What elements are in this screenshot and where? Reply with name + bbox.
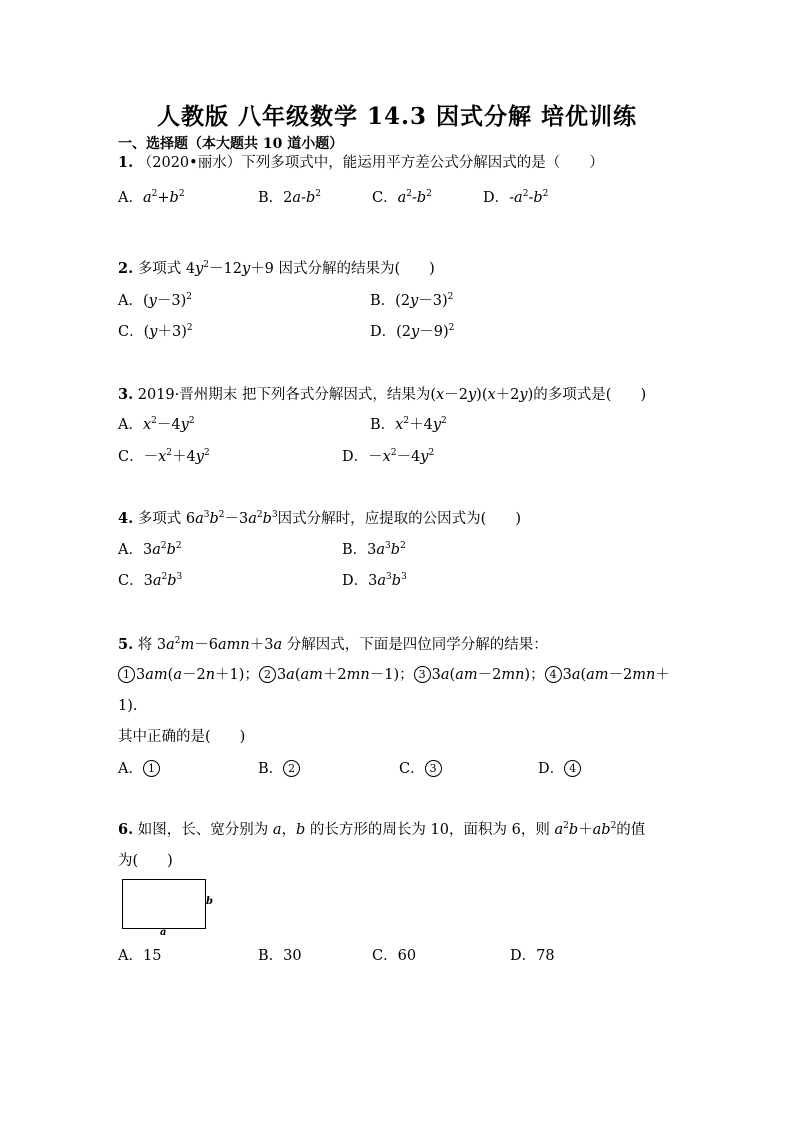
option-letter: D．: [342, 449, 369, 465]
question-text: －12: [209, 261, 242, 277]
question-6-stem: 6. 如图，长、宽分别为 a，b 的长方形的周长为 10，面积为 6，则 $a^2b+ab^2$的值: [118, 821, 646, 838]
q2-option-a[interactable]: A．$(y-3)^2$: [118, 292, 192, 309]
question-text: 多项式 4: [137, 261, 196, 277]
circled-number: 3: [414, 666, 431, 683]
q2-option-c[interactable]: C．$(y+3)^2$: [118, 323, 193, 340]
option-letter: C．: [399, 761, 425, 777]
q1-option-b[interactable]: B．$2a-b^2$: [258, 189, 321, 206]
q5-option-b[interactable]: [258, 760, 301, 778]
q2-option-d[interactable]: D．$(2y-9)^2$: [370, 323, 455, 340]
question-number: 1.: [118, 154, 134, 171]
q6-option-d[interactable]: D．78: [510, 948, 555, 964]
q3-option-c[interactable]: C．$-x^2+4y^2$: [118, 448, 210, 465]
q5-question: 其中正确的是( ): [118, 729, 246, 745]
q6-stem-wrap: 为( ): [118, 853, 173, 869]
question-text: 2019·晋州期末 把下列各式分解因式，结果为(: [137, 387, 437, 403]
question-text: 多项式 6: [137, 511, 196, 527]
q5-option-d[interactable]: [538, 760, 582, 778]
option-letter: C．: [118, 449, 144, 465]
q4-option-d[interactable]: D．$3a^3b^3$: [342, 572, 407, 589]
question-5-stem: 5. 将 $3a^2m-6amn+3a$ 分解因式，下面是四位同学分解的结果：: [118, 636, 548, 653]
circled-number: 1: [143, 760, 160, 777]
question-text: 的多项式是( ): [533, 387, 647, 403]
q4-option-a[interactable]: A．$3a^2b^2$: [118, 541, 182, 558]
question-text: 将 3: [137, 637, 167, 653]
option-letter: B．: [370, 417, 396, 433]
option-letter: C．: [118, 324, 144, 340]
option-letter: B．: [370, 293, 396, 309]
q2-option-b[interactable]: B．$(2y-3)^2$: [370, 292, 454, 309]
q5-answers-wrap: 1).: [118, 698, 138, 714]
q6-option-a[interactable]: A．15: [118, 948, 162, 964]
option-letter: B．: [258, 761, 284, 777]
question-text: 的长方形的周长为 10，面积为 6，则: [309, 822, 550, 838]
question-text: 因式分解时，应提取的公因式为( ): [277, 511, 521, 527]
question-2-stem: 2. 多项式 $4y^2-12y+9$ 因式分解的结果为( ): [118, 260, 435, 277]
question-text: 如图，长、宽分别为: [137, 822, 269, 838]
page-title: 人教版 八年级数学 14.3 因式分解 培优训练: [156, 103, 638, 130]
question-number: 5.: [118, 636, 134, 653]
question-3-stem: 3. 2019·晋州期末 把下列各式分解因式，结果为(x－2y)(x＋2y)的多项式是( ): [118, 386, 647, 403]
q3-option-d[interactable]: D．$-x^2-4y^2$: [342, 448, 435, 465]
option-letter: A．: [118, 417, 143, 433]
question-text: （2020•丽水）下列多项式中，能运用平方差公式分解因式的是（ ）: [137, 155, 604, 171]
option-letter: D．: [370, 324, 397, 340]
option-letter: C．: [118, 573, 144, 589]
question-text: 分解因式，下面是四位同学分解的结果：: [286, 637, 548, 653]
q5-option-c[interactable]: [399, 760, 443, 778]
option-letter: C．: [372, 190, 398, 206]
option-letter: D．: [483, 190, 510, 206]
question-number: 3.: [118, 386, 134, 403]
question-number: 2.: [118, 260, 134, 277]
q5-option-a[interactable]: [118, 760, 161, 778]
option-letter: A．: [118, 761, 143, 777]
option-letter: D．: [342, 573, 369, 589]
q3-option-a[interactable]: A．$x^2-4y^2$: [118, 416, 195, 433]
q4-option-c[interactable]: C．$3a^2b^3$: [118, 572, 183, 589]
q4-option-b[interactable]: B．$3a^3b^2$: [342, 541, 406, 558]
q1-option-c[interactable]: C．$a^2-b^2$: [372, 189, 432, 206]
figure-label-a: a: [160, 927, 167, 938]
figure-label-b: b: [206, 896, 213, 907]
circled-number: 2: [259, 666, 276, 683]
rectangle-figure: [122, 879, 206, 929]
circled-number: 4: [564, 760, 581, 777]
question-number: 4.: [118, 510, 134, 527]
question-number: 6.: [118, 821, 134, 838]
q6-option-b[interactable]: B．30: [258, 948, 302, 964]
option-letter: A．: [118, 190, 143, 206]
circled-number: 1: [118, 666, 135, 683]
question-4-stem: 4. 多项式 $6a^3b^2-3a^2b^3$因式分解时，应提取的公因式为( ): [118, 510, 521, 527]
question-1-stem: [118, 154, 604, 172]
option-letter: B．: [342, 542, 368, 558]
question-text: ＋9 因式分解的结果为( ): [250, 261, 435, 277]
circled-number: 3: [425, 760, 442, 777]
q5-answers-line: 1 3am(a－2n＋1)； 2 3a(am＋2mn－1)； 3 3a(am－2mn)； 4 3a(am－2mn＋: [118, 666, 670, 684]
option-letter: A．: [118, 293, 143, 309]
q3-option-b[interactable]: B．$x^2+4y^2$: [370, 416, 447, 433]
option-letter: B．: [258, 190, 284, 206]
circled-number: 4: [545, 666, 562, 683]
q1-option-a[interactable]: A．$a^2+b^2$: [118, 189, 185, 206]
question-text: 的值: [616, 822, 646, 838]
section-heading: 一、选择题（本大题共 10 道小题）: [118, 136, 344, 152]
q6-option-c[interactable]: C．60: [372, 948, 417, 964]
option-letter: A．: [118, 542, 143, 558]
q1-option-d[interactable]: D．$-a^2-b^2$: [483, 189, 549, 206]
option-letter: D．: [538, 761, 565, 777]
circled-number: 2: [283, 760, 300, 777]
